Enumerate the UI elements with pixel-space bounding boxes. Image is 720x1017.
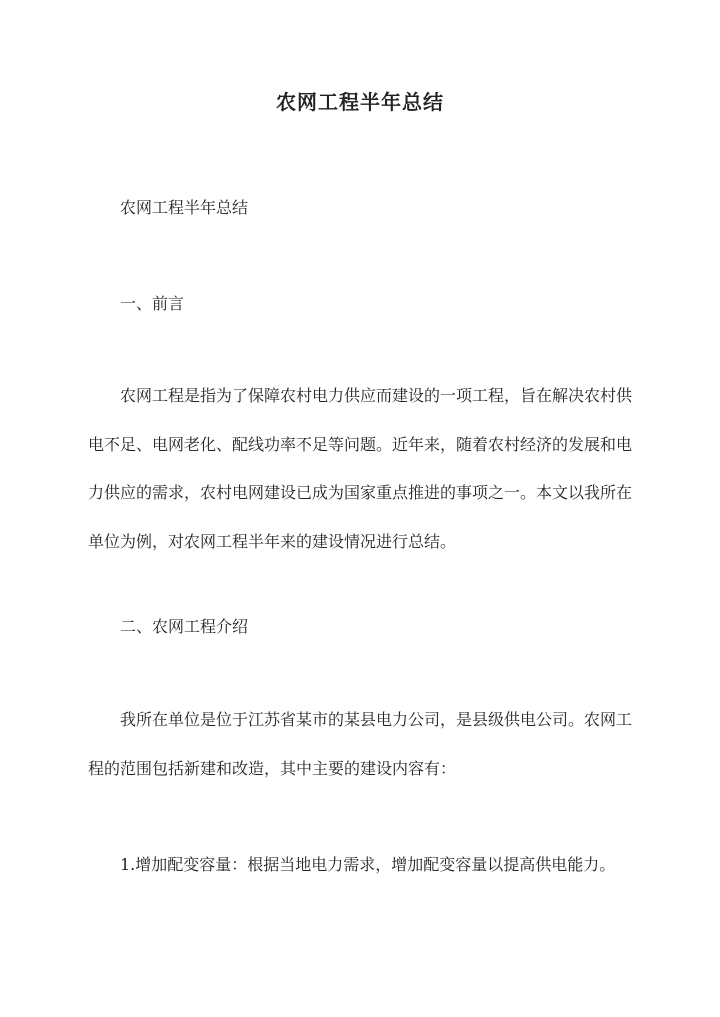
section-heading-introduction: 二、农网工程介绍 <box>120 617 249 636</box>
unit-paragraph: 我所在单位是位于江苏省某市的某县电力公司，是县级供电公司。农网工程的范围包括新建和改造，其中主要的建设内容有： <box>88 710 633 778</box>
document-subtitle: 农网工程半年总结 <box>120 198 249 217</box>
intro-paragraph: 农网工程是指为了保障农村电力供应而建设的一项工程，旨在解决农村供电不足、电网老化、配线功率不足等问题。近年来，随着农村经济的发展和电力供应的需求，农村电网建设已成为国家重点推进的事项之一。本文以我所在单位为例，对农网工程半年来的建设情况进行总结。 <box>88 386 633 551</box>
section-heading-preface: 一、前言 <box>120 294 185 313</box>
document-title: 农网工程半年总结 <box>276 90 444 114</box>
list-item-paragraph: 1.增加配变容量：根据当地电力需求，增加配变容量以提高供电能力。 <box>120 855 616 874</box>
